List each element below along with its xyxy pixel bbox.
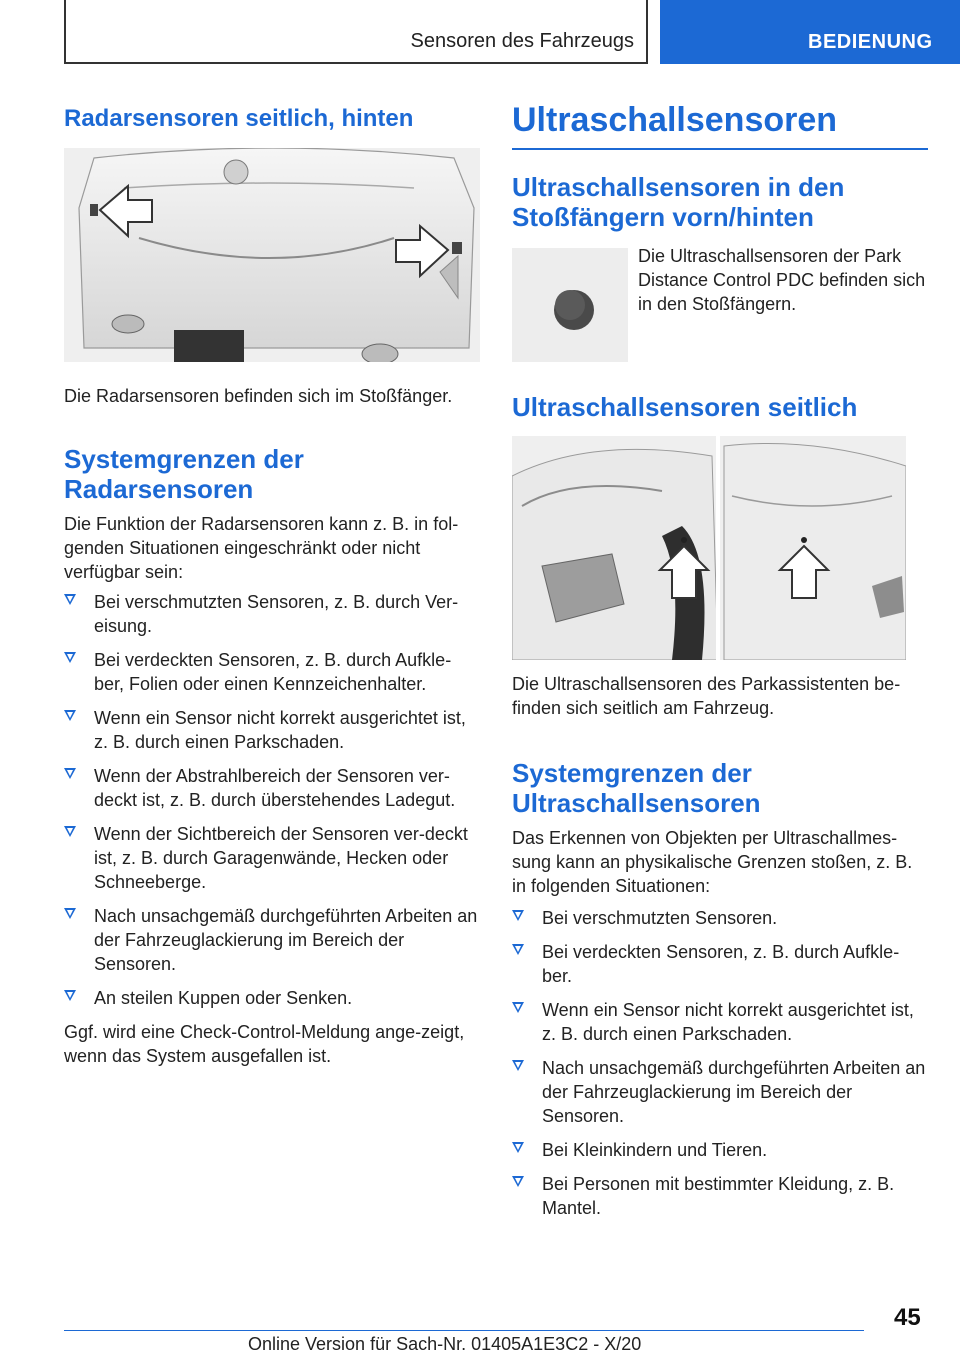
heading-ultrasonic-side: Ultraschallsensoren seitlich: [512, 392, 858, 422]
figure-rear-bumper: [64, 148, 480, 362]
list-item: Nach unsachgemäß durchgeführten Arbeiten an der Fahrzeuglackierung im Bereich der Sensoren.: [64, 904, 480, 976]
footer-online-version: Online Version für Sach-Nr. 01405A1E3C2 - X/20: [248, 1334, 642, 1354]
triangle-bullet-icon: [512, 1142, 524, 1153]
radar-outro: Ggf. wird eine Check-Control-Meldung ange-zeigt, wenn das System ausgefallen ist.: [64, 1022, 465, 1066]
triangle-bullet-icon: [512, 1002, 524, 1013]
caption-rear: Die Radarsensoren befinden sich im Stoßfänger.: [64, 386, 453, 406]
chapter-tab-label: BEDIENUNG: [808, 31, 933, 53]
side-sensors-illustration: [512, 436, 906, 660]
triangle-bullet-icon: [512, 1176, 524, 1187]
heading-ultrasonic-bumper: Ultraschallsensoren in den Stoßfängern vorn/hinten: [512, 172, 845, 232]
list-item: Bei verschmutzten Sensoren.: [512, 906, 928, 930]
rear-bumper-illustration: [64, 148, 480, 362]
heading-ultrasonic-limits: Systemgrenzen der Ultraschallsensoren: [512, 758, 761, 818]
ultrasonic-limits-list: [512, 906, 928, 1230]
bumper-sensor-text: Die Ultraschallsensoren der Park Distance Control PDC befinden sich in den Stoßfängern.: [638, 246, 926, 314]
section-title: Sensoren des Fahrzeugs: [410, 30, 634, 52]
triangle-bullet-icon: [64, 908, 76, 919]
heading-ultrasonic: Ultraschallsensoren: [512, 100, 928, 150]
list-item: Bei verdeckten Sensoren, z. B. durch Aufkle-ber.: [512, 940, 928, 988]
triangle-bullet-icon: [512, 910, 524, 921]
list-item: Bei verdeckten Sensoren, z. B. durch Aufkle-ber, Folien oder einen Kennzeichenhalter.: [64, 648, 480, 696]
list-item: Wenn der Abstrahlbereich der Sensoren ver-deckt ist, z. B. durch überstehendes Ladegut.: [64, 764, 480, 812]
radar-limits-list: [64, 590, 480, 1020]
triangle-bullet-icon: [64, 768, 76, 779]
page-number: 45: [894, 1304, 921, 1331]
list-item: Bei verschmutzten Sensoren, z. B. durch Ver-eisung.: [64, 590, 480, 638]
list-item: Wenn der Sichtbereich der Sensoren ver-deckt ist, z. B. durch Garagenwände, Hecken oder Schneeberge.: [64, 822, 480, 894]
triangle-bullet-icon: [64, 710, 76, 721]
list-item: Wenn ein Sensor nicht korrekt ausgerichtet ist, z. B. durch einen Parkschaden.: [512, 998, 928, 1046]
triangle-bullet-icon: [64, 594, 76, 605]
triangle-bullet-icon: [64, 990, 76, 1001]
heading-radar-rear: Radarsensoren seitlich, hinten: [64, 105, 414, 132]
chapter-tab: [660, 0, 960, 64]
figure-sensor-closeup: [512, 248, 628, 362]
running-header: [64, 0, 648, 64]
list-item: Bei Personen mit bestimmter Kleidung, z. B. Mantel.: [512, 1172, 928, 1220]
sensor-closeup-illustration: [512, 248, 628, 362]
heading-radar-limits: Systemgrenzen der Radarsensoren: [64, 444, 304, 504]
list-item: An steilen Kuppen oder Senken.: [64, 986, 480, 1010]
list-item: Wenn ein Sensor nicht korrekt ausgerichtet ist, z. B. durch einen Parkschaden.: [64, 706, 480, 754]
triangle-bullet-icon: [64, 652, 76, 663]
radar-limits-intro: Die Funktion der Radarsensoren kann z. B. in fol-genden Situationen eingeschränkt oder nicht verfügbar sein:: [64, 514, 459, 582]
ultrasonic-limits-intro: Das Erkennen von Objekten per Ultraschallmes-sung kann an physikalische Grenzen stoßen, z. B. in folgenden Situationen:: [512, 828, 913, 896]
footer-rule: [64, 1330, 864, 1331]
triangle-bullet-icon: [64, 826, 76, 837]
figure-side-sensors: [512, 436, 906, 660]
list-item: Nach unsachgemäß durchgeführten Arbeiten an der Fahrzeuglackierung im Bereich der Sensoren.: [512, 1056, 928, 1128]
triangle-bullet-icon: [512, 1060, 524, 1071]
list-item: Bei Kleinkindern und Tieren.: [512, 1138, 928, 1162]
triangle-bullet-icon: [512, 944, 524, 955]
caption-side: Die Ultraschallsensoren des Parkassistenten be-finden sich seitlich am Fahrzeug.: [512, 674, 901, 718]
